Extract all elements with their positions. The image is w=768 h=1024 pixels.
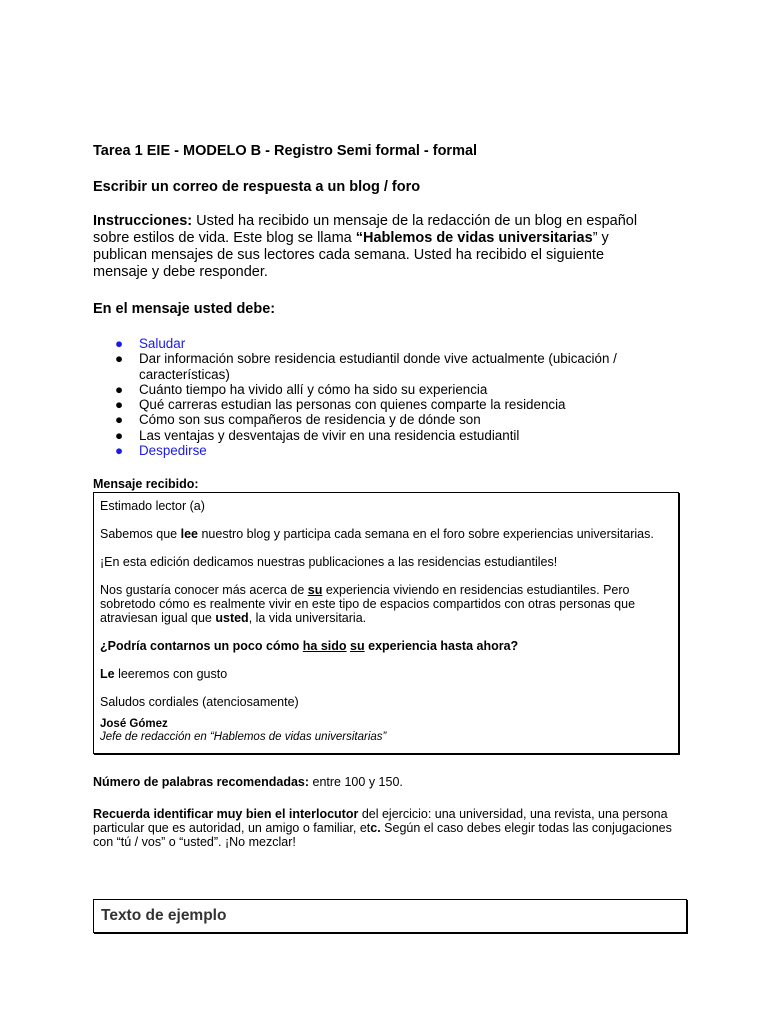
message-paragraph-1	[100, 527, 672, 541]
message-closing: Saludos cordiales (atenciosamente)	[100, 695, 299, 710]
message-text: nuestro blog y participa cada semana en el foro sobre experiencias universitarias.	[198, 527, 654, 542]
message-text: Nos gustaría conocer más acerca de	[100, 583, 308, 598]
instructions-text-2: ” y publican mensajes de sus lectores cada semana. Usted ha recibido el siguiente mensaje y debe responder.	[93, 230, 609, 280]
message-text: Sabemos que	[100, 527, 181, 542]
task-text: Cómo son sus compañeros de residencia y de dónde son	[139, 412, 481, 428]
message-paragraph-2: ¡En esta edición dedicamos nuestras publicaciones a las residencias estudiantiles!	[100, 555, 558, 570]
message-text: experiencia viviendo en residencias estudiantiles. Pero sobretodo cómo es realmente vivir en este tipo de espacios compartidos con otras personas que atraviesan igual que	[100, 583, 636, 626]
list-item	[115, 336, 660, 351]
list-item	[115, 397, 660, 412]
instructions-label: Instrucciones:	[93, 213, 193, 229]
message-text: leeremos con gusto	[114, 667, 228, 682]
bullet-icon: ●	[115, 412, 124, 428]
bullet-icon: ●	[115, 397, 124, 413]
list-item	[115, 412, 660, 427]
bullet-icon: ●	[115, 381, 124, 397]
message-paragraph-3	[100, 583, 672, 625]
received-message-box	[93, 492, 679, 754]
must-heading: En el mensaje usted debe:	[93, 301, 276, 317]
message-bold: lee	[180, 527, 198, 542]
reminder-bold: Recuerda identificar muy bien el interlocutor	[93, 807, 359, 822]
page-subtitle: Escribir un correo de respuesta a un blog / foro	[93, 179, 421, 195]
task-text: Saludar	[139, 336, 186, 351]
task-list	[93, 336, 660, 458]
task-text: Qué carreras estudian las personas con quienes comparte la residencia	[139, 397, 566, 413]
document-page	[93, 142, 693, 849]
task-text: Dar información sobre residencia estudiantil donde vive actualmente (ubicación / características)	[139, 351, 617, 382]
message-bold: Le	[100, 667, 115, 682]
example-heading: Texto de ejemplo	[101, 907, 227, 924]
instructions-text-1: Usted ha recibido un mensaje de la redacción de un blog en español sobre estilos de vida. Este blog se llama	[93, 213, 638, 246]
list-item	[115, 351, 660, 382]
message-question	[100, 639, 672, 653]
message-text: experiencia hasta ahora?	[364, 639, 519, 654]
list-item	[115, 428, 660, 443]
task-text: Las ventajas y desventajas de vivir en una residencia estudiantil	[139, 427, 520, 443]
task-text: Cuánto tiempo ha vivido allí y cómo ha sido su experiencia	[139, 381, 488, 397]
message-underlined: su	[350, 639, 365, 654]
word-count-value: entre 100 y 150.	[309, 775, 403, 790]
task-text: Despedirse	[139, 443, 207, 459]
example-text-box	[93, 899, 687, 933]
bullet-icon: ●	[115, 351, 124, 367]
bullet-icon: ●	[115, 336, 124, 351]
bullet-icon: ●	[115, 427, 124, 443]
message-underlined: ha sido	[302, 639, 347, 654]
list-item	[115, 443, 660, 458]
message-bold-underlined: su	[307, 583, 323, 598]
reminder-text: del ejercicio: una universidad, una revista, una persona particular que es autoridad, un amigo o familiar, et	[93, 807, 668, 836]
signature-name: José Gómez	[100, 718, 168, 731]
message-greeting: Estimado lector (a)	[100, 499, 205, 514]
received-label: Mensaje recibido:	[93, 477, 199, 492]
signature-role: Jefe de redacción en “Hablemos de vidas universitarias”	[100, 731, 387, 744]
word-count-line	[93, 775, 693, 789]
message-paragraph-5	[100, 667, 672, 681]
instructions-paragraph	[93, 213, 658, 281]
blog-name: “Hablemos de vidas universitarias	[355, 230, 593, 246]
reminder-text: Según el caso debes elegir todas las conjugaciones con “tú / vos” o “usted”. ¡No mezclar!	[93, 821, 672, 850]
reminder-bold: c.	[370, 821, 381, 836]
bullet-icon: ●	[115, 443, 124, 459]
message-bold: usted	[215, 611, 249, 626]
list-item	[115, 382, 660, 397]
page-title: Tarea 1 EIE - MODELO B - Registro Semi formal - formal	[93, 143, 478, 159]
word-count-label: Número de palabras recomendadas:	[93, 775, 310, 790]
reminder-paragraph	[93, 807, 693, 849]
message-text: ¿Podría contarnos un poco cómo	[100, 639, 303, 654]
message-text: , la vida universitaria.	[248, 611, 367, 626]
